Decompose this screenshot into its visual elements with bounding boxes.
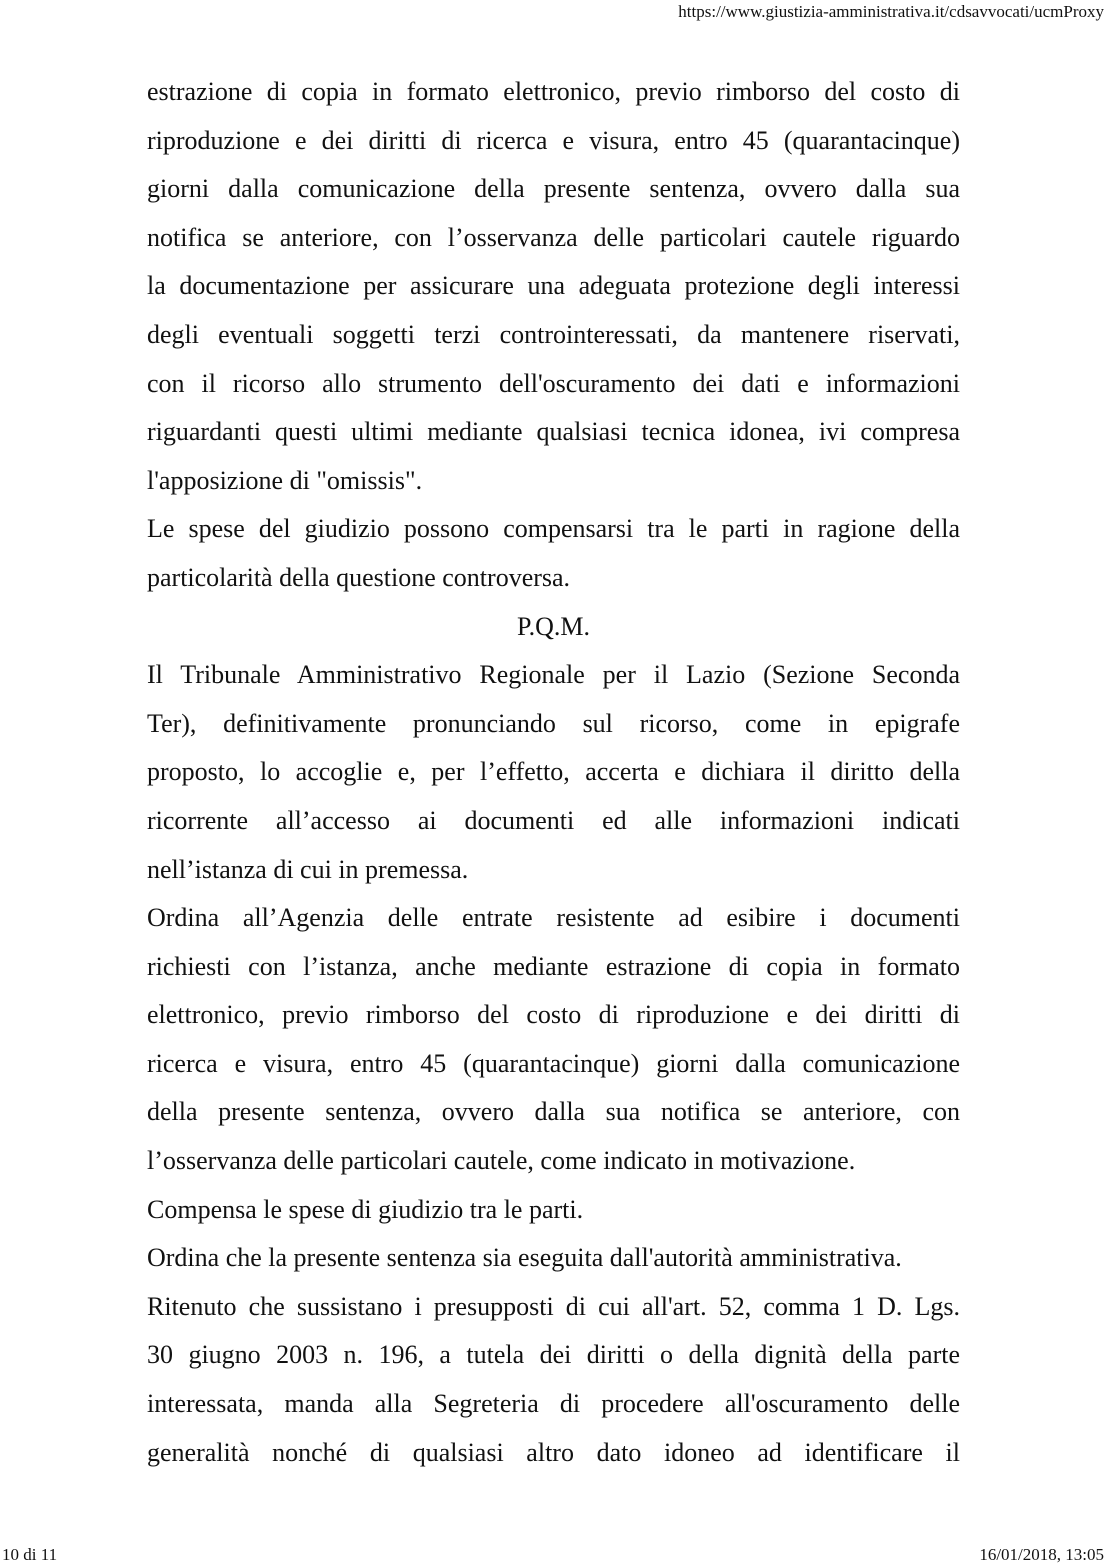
text-line: Ordina che la presente sentenza sia eseguita dall'autorità amministrativa.: [147, 1243, 902, 1273]
text-line: estrazione di copia in formato elettronico, previo rimborso del costo di: [147, 77, 960, 106]
text-line: della presente sentenza, ovvero dalla sua notifica se anteriore, con: [147, 1097, 960, 1127]
page-url-header: https://www.giustizia-amministrativa.it/cdsavvocati/ucmProxy: [678, 2, 1104, 21]
text-line: ricorrente all’accesso ai documenti ed alle informazioni indicati: [147, 805, 960, 835]
text-line: riguardanti questi ultimi mediante qualsiasi tecnica idonea, ivi compresa: [147, 417, 960, 447]
text-line: giorni dalla comunicazione della presente sentenza, ovvero dalla sua: [147, 174, 960, 204]
text-line: proposto, lo accoglie e, per l’effetto, accerta e dichiara il diritto della: [147, 757, 960, 787]
text-line: nell’istanza di cui in premessa.: [147, 854, 469, 884]
text-line: l’osservanza delle particolari cautele, come indicato in motivazione.: [147, 1146, 856, 1176]
text-line: riproduzione e dei diritti di ricerca e visura, entro 45 (quarantacinque): [147, 125, 960, 155]
text-line: 30 giugno 2003 n. 196, a tutela dei diritti o della dignità della parte: [147, 1340, 960, 1370]
text-line: Compensa le spese di giudizio tra le parti.: [147, 1194, 584, 1224]
text-line: Ritenuto che sussistano i presupposti di cui all'art. 52, comma 1 D. Lgs.: [147, 1291, 960, 1321]
text-line: notifica se anteriore, con l’osservanza delle particolari cautele riguardo: [147, 222, 960, 252]
print-datetime-footer: 16/01/2018, 13:05: [979, 1545, 1104, 1564]
text-line: Ter), definitivamente pronunciando sul ricorso, come in epigrafe: [147, 708, 960, 738]
document-body: [147, 68, 960, 1477]
text-line: l'apposizione di "omissis".: [147, 465, 423, 495]
text-line: generalità nonché di qualsiasi altro dato idoneo ad identificare il: [147, 1437, 960, 1467]
text-line: ricerca e visura, entro 45 (quarantacinque) giorni dalla comunicazione: [147, 1048, 960, 1078]
text-line: Ordina all’Agenzia delle entrate resistente ad esibire i documenti: [147, 903, 960, 933]
text-line: particolarità della questione controversa.: [147, 562, 571, 592]
text-line: degli eventuali soggetti terzi controinteressati, da mantenere riservati,: [147, 319, 960, 349]
page-number-footer: 10 di 11: [2, 1545, 58, 1564]
section-heading-pqm: P.Q.M.: [517, 611, 590, 641]
text-line: la documentazione per assicurare una adeguata protezione degli interessi: [147, 271, 960, 301]
text-line: con il ricorso allo strumento dell'oscuramento dei dati e informazioni: [147, 368, 960, 398]
text-line: richiesti con l’istanza, anche mediante estrazione di copia in formato: [147, 951, 960, 981]
text-line: Le spese del giudizio possono compensarsi tra le parti in ragione della: [147, 514, 960, 544]
text-line: Il Tribunale Amministrativo Regionale per il Lazio (Sezione Seconda: [147, 660, 960, 690]
text-line: interessata, manda alla Segreteria di procedere all'oscuramento delle: [147, 1389, 960, 1419]
text-line: elettronico, previo rimborso del costo di riproduzione e dei diritti di: [147, 1000, 960, 1030]
